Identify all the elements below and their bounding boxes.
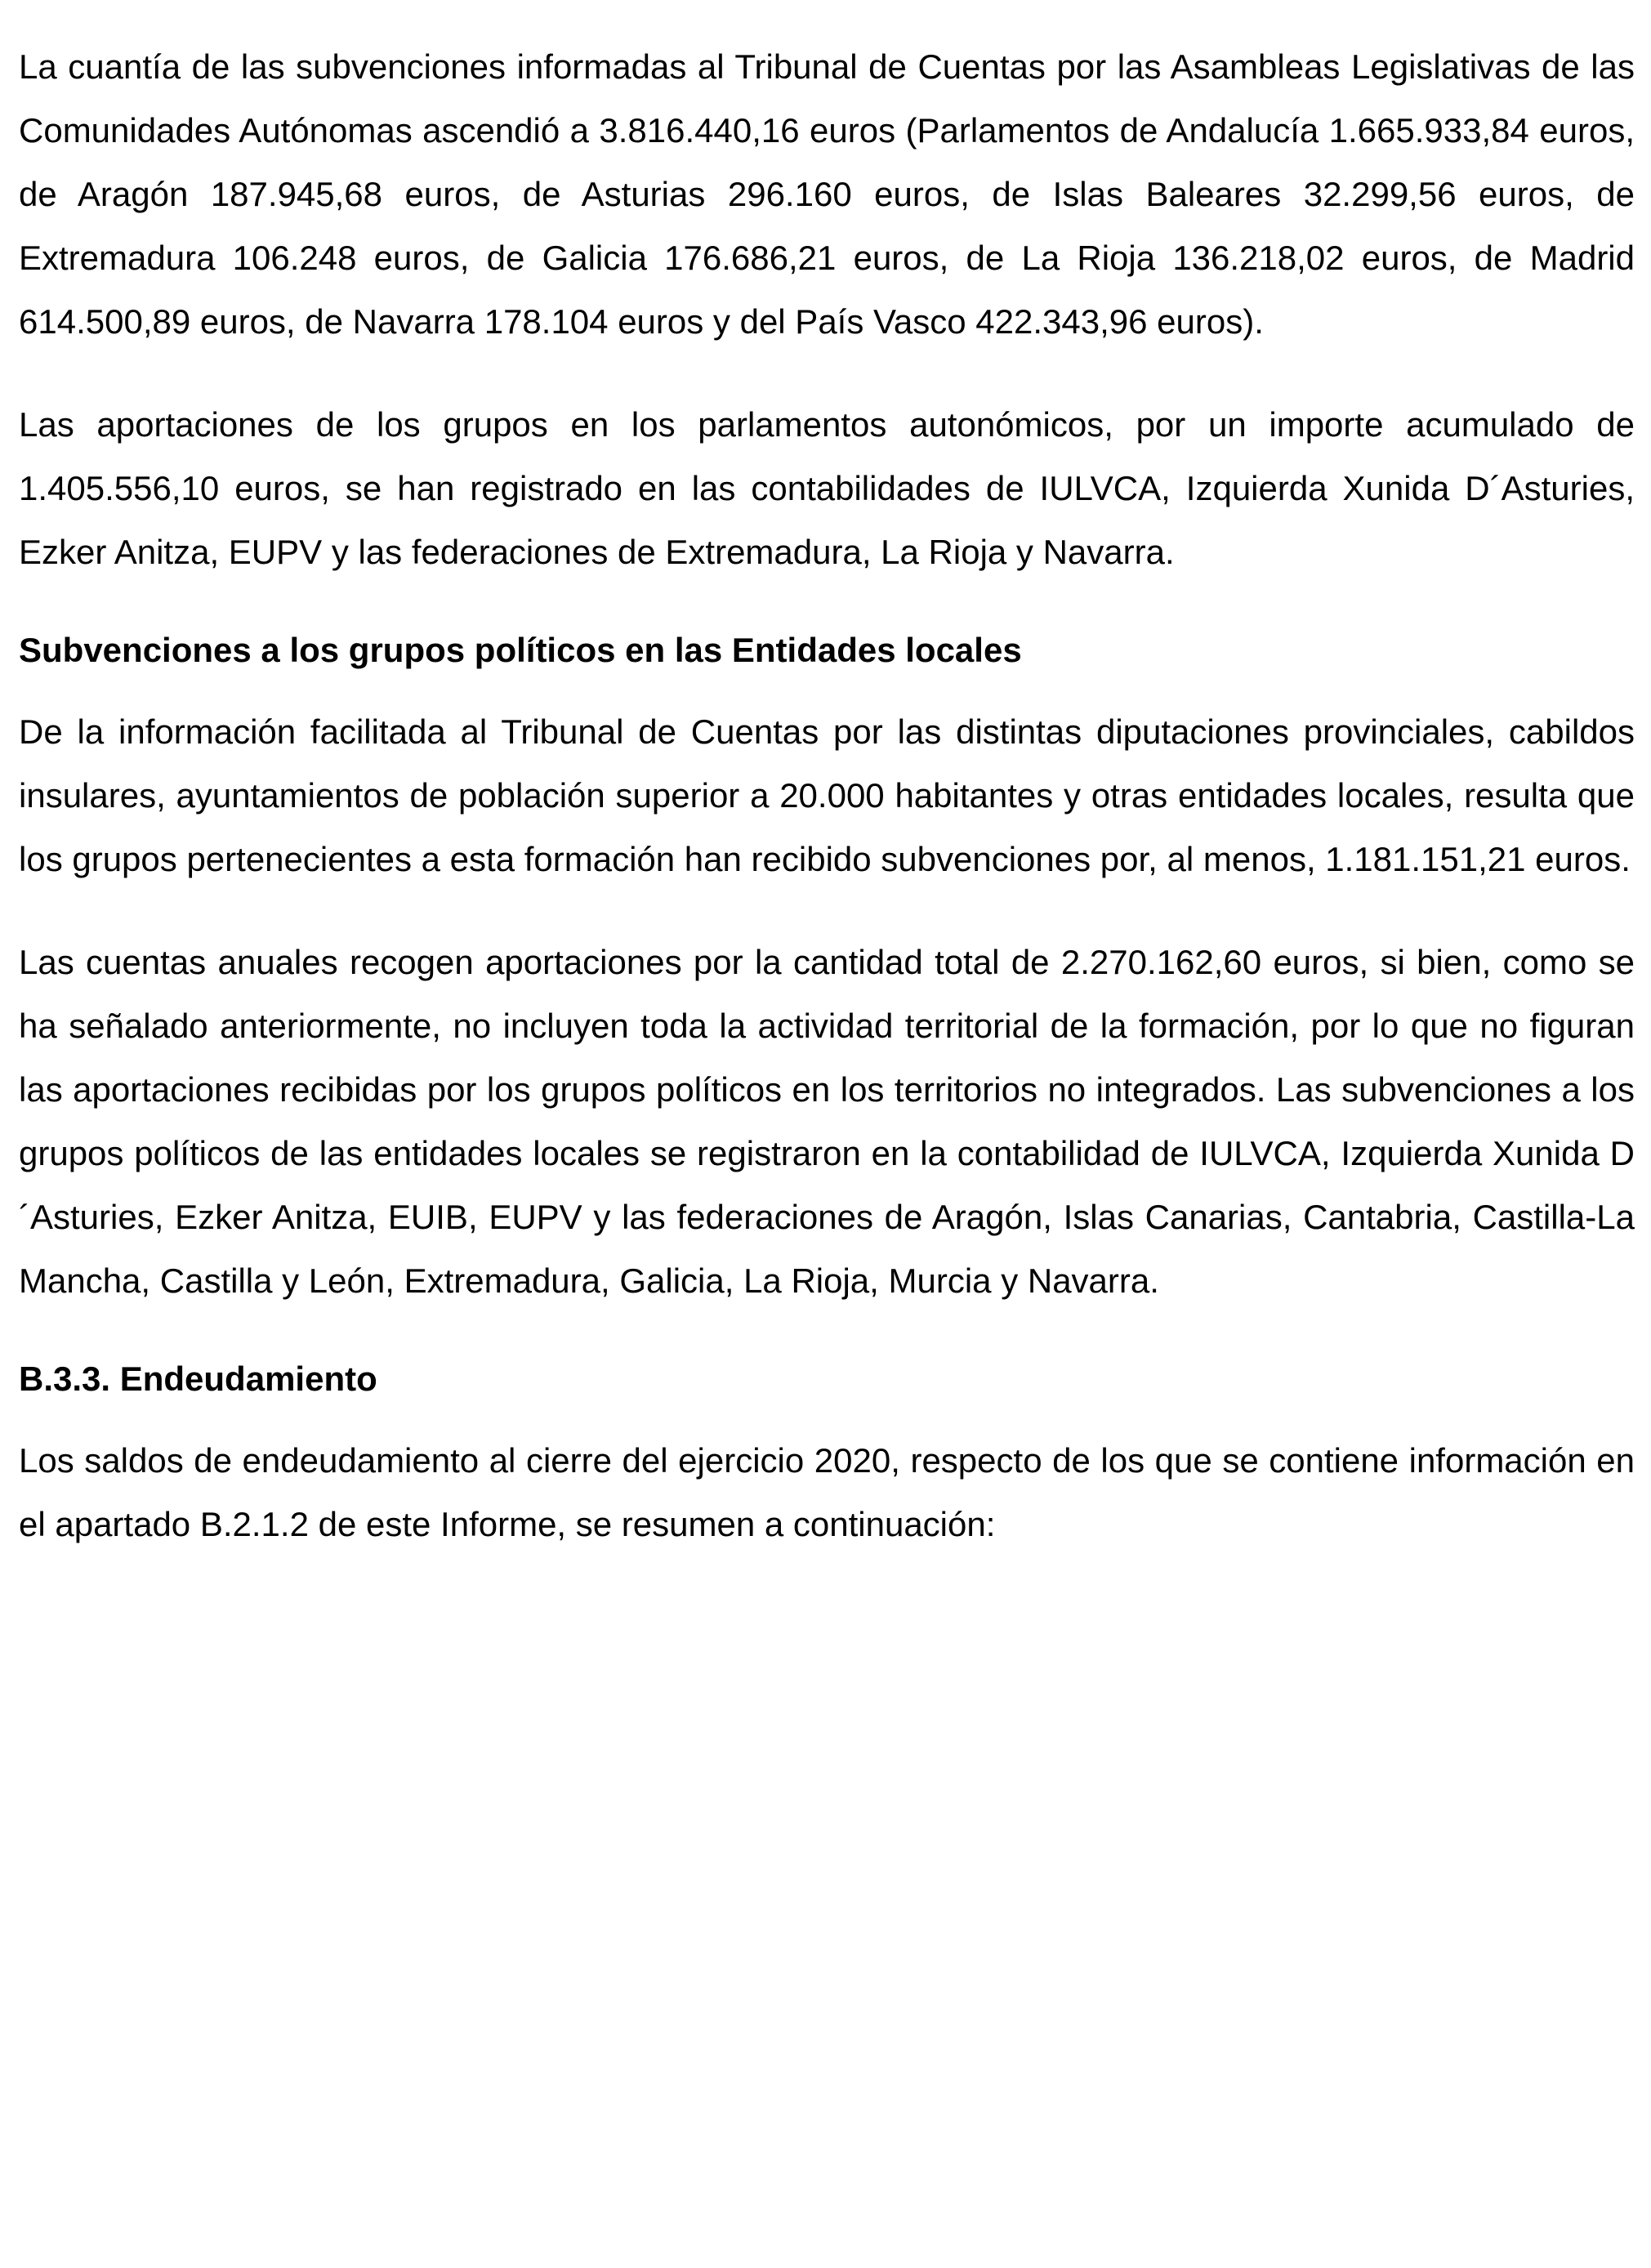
paragraph-subvenciones-asambleas: La cuantía de las subvenciones informadas al Tribunal de Cuentas por las Asambleas Legislativas de las Comunidades Autónomas ascendió a 3.816.440,16 euros (Parlamentos de Andalucía 1.665.933,84 euros, de Aragón 187.945,68 euros, de Asturias 296.160 euros, de Islas Baleares 32.299,56 euros, de Extremadura 106.248 euros, de Galicia 176.686,21 euros, de La Rioja 136.218,02 euros, de Madrid 614.500,89 euros, de Navarra 178.104 euros y del País Vasco 422.343,96 euros). (19, 47, 1635, 341)
heading-entidades-locales: Subvenciones a los grupos políticos en las Entidades locales (19, 631, 1022, 669)
paragraph-informacion-entidades-locales: De la información facilitada al Tribunal de Cuentas por las distintas diputaciones provinciales, cabildos insulares, ayuntamientos de población superior a 20.000 habitantes y otras entidades locales, resulta que los grupos pertenecientes a esta formación han recibido subvenciones por, al menos, 1.181.151,21 euros. (19, 712, 1635, 878)
paragraph-saldos-endeudamiento: Los saldos de endeudamiento al cierre del ejercicio 2020, respecto de los que se contiene información en el apartado B.2.1.2 de este Informe, se resumen a continuación: (19, 1441, 1635, 1543)
document-page (19, 35, 1635, 1556)
paragraph-aportaciones-parlamentos: Las aportaciones de los grupos en los parlamentos autonómicos, por un importe acumulado de 1.405.556,10 euros, se han registrado en las contabilidades de IULVCA, Izquierda Xunida D´Asturies, Ezker Anitza, EUPV y las federaciones de Extremadura, La Rioja y Navarra. (19, 405, 1635, 571)
heading-endeudamiento: B.3.3. Endeudamiento (19, 1359, 377, 1398)
paragraph-cuentas-anuales: Las cuentas anuales recogen aportaciones por la cantidad total de 2.270.162,60 euros, si bien, como se ha señalado anteriormente, no incluyen toda la actividad territorial de la formación, por lo que no figuran las aportaciones recibidas por los grupos políticos en los territorios no integrados. Las subvenciones a los grupos políticos de las entidades locales se registraron en la contabilidad de IULVCA, Izquierda Xunida D´Asturies, Ezker Anitza, EUIB, EUPV y las federaciones de Aragón, Islas Canarias, Cantabria, Castilla-La Mancha, Castilla y León, Extremadura, Galicia, La Rioja, Murcia y Navarra. (19, 943, 1635, 1300)
